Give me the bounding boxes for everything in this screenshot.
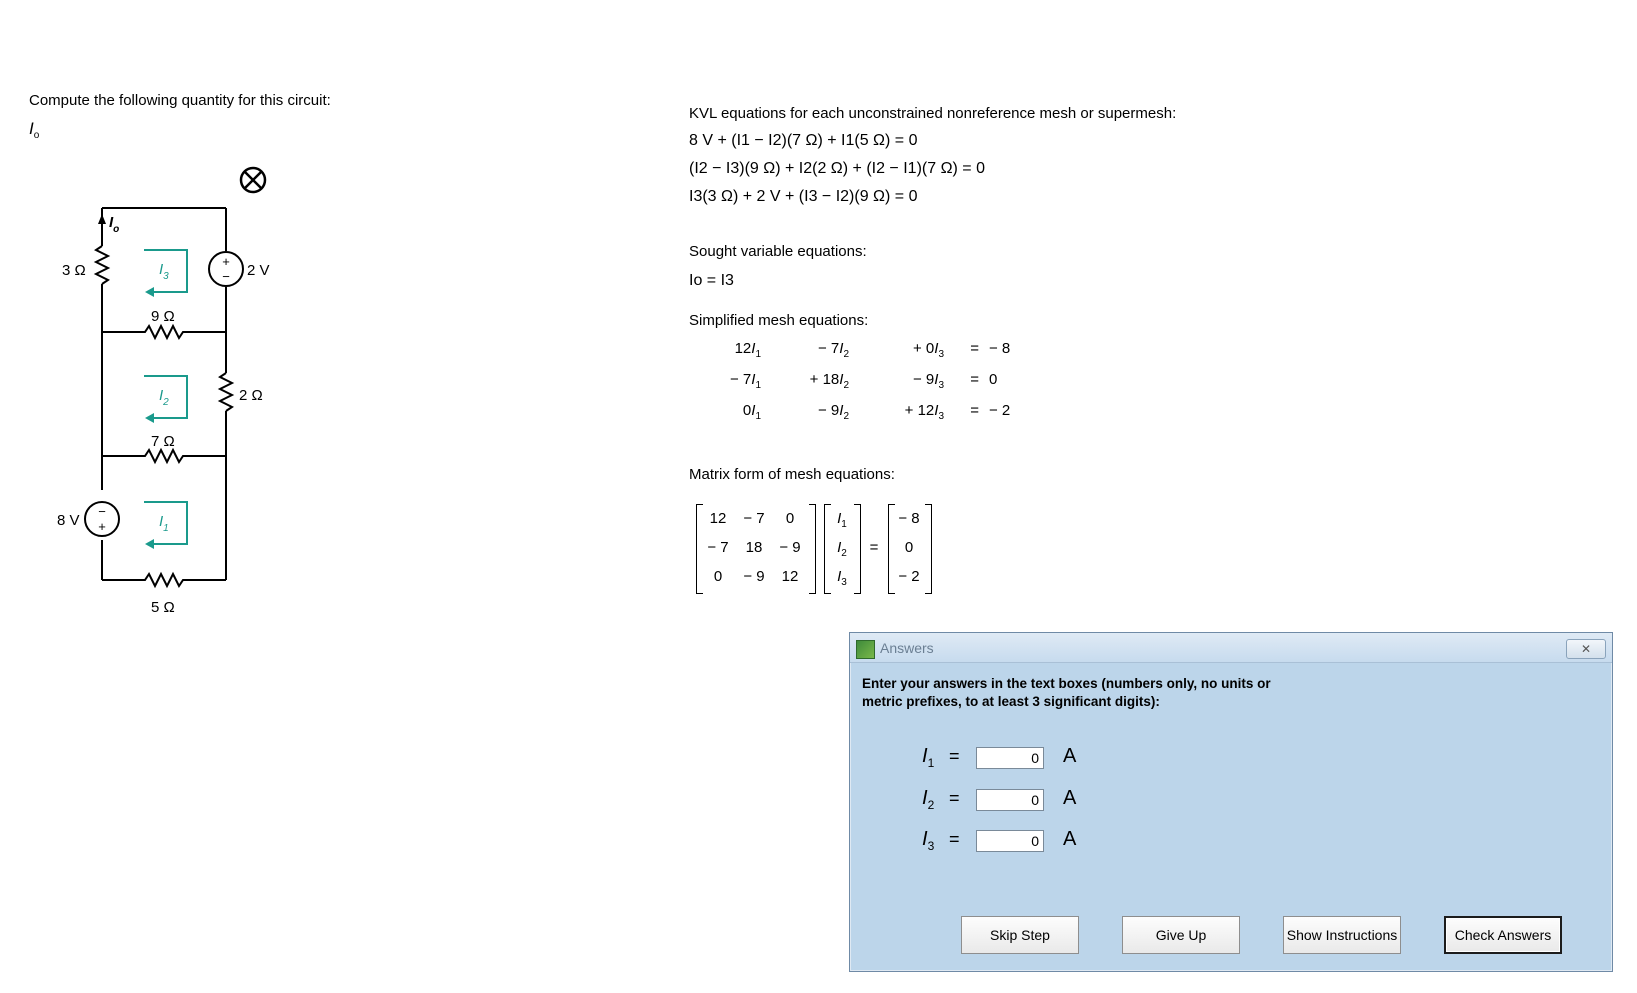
mesh-3-label: $I_3$ xyxy=(159,261,169,282)
simplified-row-2: − $7I_1$ + $18I_2$ − $9I_3$ = 0 xyxy=(729,371,998,391)
show-instructions-button[interactable]: Show Instructions xyxy=(1283,916,1401,954)
matrix-a-cell: − 9 xyxy=(779,539,801,556)
answer-unit: A xyxy=(1063,787,1077,809)
matrix-x-cell: $I_3$ xyxy=(837,568,847,588)
mesh-2-label: $I_2$ xyxy=(159,387,169,408)
kvl-heading: KVL equations for each unconstrained nonreference mesh or supermesh: xyxy=(689,105,1177,122)
check-answers-button[interactable]: Check Answers xyxy=(1444,916,1562,954)
label-8v: 8 V xyxy=(57,512,80,529)
problem-prompt: Compute the following quantity for this circuit: xyxy=(29,92,331,109)
answer-label-i3: $I_3$ xyxy=(922,828,935,853)
current-arrow-icon xyxy=(98,214,106,224)
label-7-ohm: 7 Ω xyxy=(151,433,175,450)
voltage-source-2v xyxy=(209,252,243,286)
label-2v: 2 V xyxy=(247,262,270,279)
sought-heading: Sought variable equations: xyxy=(689,243,867,260)
matrix-a-cell: 0 xyxy=(785,510,795,527)
matrix-heading: Matrix form of mesh equations: xyxy=(689,466,895,483)
dialog-title: Answers xyxy=(880,640,934,656)
resistor-7-ohm xyxy=(102,450,226,462)
answer-equals: = xyxy=(949,746,960,766)
kvl-eq-3: I3(3 Ω) + 2 V + (I3 − I2)(9 Ω) = 0 xyxy=(689,188,918,205)
label-io: $I_o$ xyxy=(109,214,120,235)
matrix-a-cell: − 7 xyxy=(707,539,729,556)
simplified-equations xyxy=(689,340,1029,435)
dialog-instructions: Enter your answers in the text boxes (numbers only, no units or metric prefixes, to at least 3 significant digits): xyxy=(862,676,1271,709)
close-circle-x-icon[interactable] xyxy=(241,168,265,192)
matrix-b-cell: − 8 xyxy=(898,510,920,527)
label-3-ohm: 3 Ω xyxy=(62,262,86,279)
give-up-button[interactable]: Give Up xyxy=(1122,916,1240,954)
mesh-1-arrow-icon xyxy=(145,539,154,549)
simplified-row-3: $0I_1$ − $9I_2$ + $12I_3$ = − 2 xyxy=(742,402,1011,422)
answer-label-i2: $I_2$ xyxy=(922,787,935,812)
svg-text:−: − xyxy=(222,269,230,284)
answer-label-i1: $I_1$ xyxy=(922,745,935,770)
answer-input-i3[interactable] xyxy=(976,830,1044,852)
app-icon xyxy=(856,640,875,659)
matrix-a-cell: − 7 xyxy=(743,510,765,527)
matrix-a-cell: 0 xyxy=(713,568,723,585)
matrix-a-cell: 12 xyxy=(781,568,799,585)
mesh-3-arrow-icon xyxy=(145,287,154,297)
answer-equals: = xyxy=(949,829,960,849)
matrix-a-cell: 18 xyxy=(745,539,763,556)
matrix-equation xyxy=(696,504,956,596)
answer-input-i2[interactable] xyxy=(976,789,1044,811)
circuit-diagram xyxy=(0,150,320,620)
sought-quantity: $I_o$ xyxy=(29,119,40,141)
matrix-a-cell: 12 xyxy=(709,510,727,527)
kvl-eq-2: (I2 − I3)(9 Ω) + I2(2 Ω) + (I2 − I1)(7 Ω) = 0 xyxy=(689,160,985,177)
answer-unit: A xyxy=(1063,828,1077,850)
svg-text:+: + xyxy=(98,519,106,534)
dialog-titlebar[interactable] xyxy=(850,633,1612,663)
matrix-a-cell: − 9 xyxy=(743,568,765,585)
answer-unit: A xyxy=(1063,745,1077,767)
label-9-ohm: 9 Ω xyxy=(151,308,175,325)
matrix-equals: = xyxy=(869,539,879,556)
label-2-ohm: 2 Ω xyxy=(239,387,263,404)
matrix-b-cell: − 2 xyxy=(898,568,920,585)
voltage-source-8v xyxy=(85,502,119,536)
mesh-1-label: $I_1$ xyxy=(159,513,169,534)
resistor-5-ohm xyxy=(102,574,226,586)
resistor-9-ohm xyxy=(102,326,226,338)
kvl-eq-1: 8 V + (I1 − I2)(7 Ω) + I1(5 Ω) = 0 xyxy=(689,132,918,149)
matrix-x-cell: $I_1$ xyxy=(837,510,847,530)
label-5-ohm: 5 Ω xyxy=(151,599,175,616)
matrix-x-cell: $I_2$ xyxy=(837,539,847,559)
resistor-2-ohm xyxy=(220,373,232,411)
svg-text:−: − xyxy=(98,504,106,519)
answer-input-i1[interactable] xyxy=(976,747,1044,769)
mesh-2-arrow-icon xyxy=(145,413,154,423)
resistor-3-ohm xyxy=(96,246,108,284)
simplified-heading: Simplified mesh equations: xyxy=(689,312,869,329)
simplified-row-1: $12I_1$ − $7I_2$ + $0I_3$ = − 8 xyxy=(734,340,1011,360)
answer-equals: = xyxy=(949,788,960,808)
close-icon[interactable]: ✕ xyxy=(1566,639,1606,659)
answers-dialog xyxy=(849,632,1613,972)
matrix-b-cell: 0 xyxy=(904,539,914,556)
sought-eq: Io = I3 xyxy=(689,272,734,289)
svg-text:+: + xyxy=(222,254,230,269)
skip-step-button[interactable]: Skip Step xyxy=(961,916,1079,954)
